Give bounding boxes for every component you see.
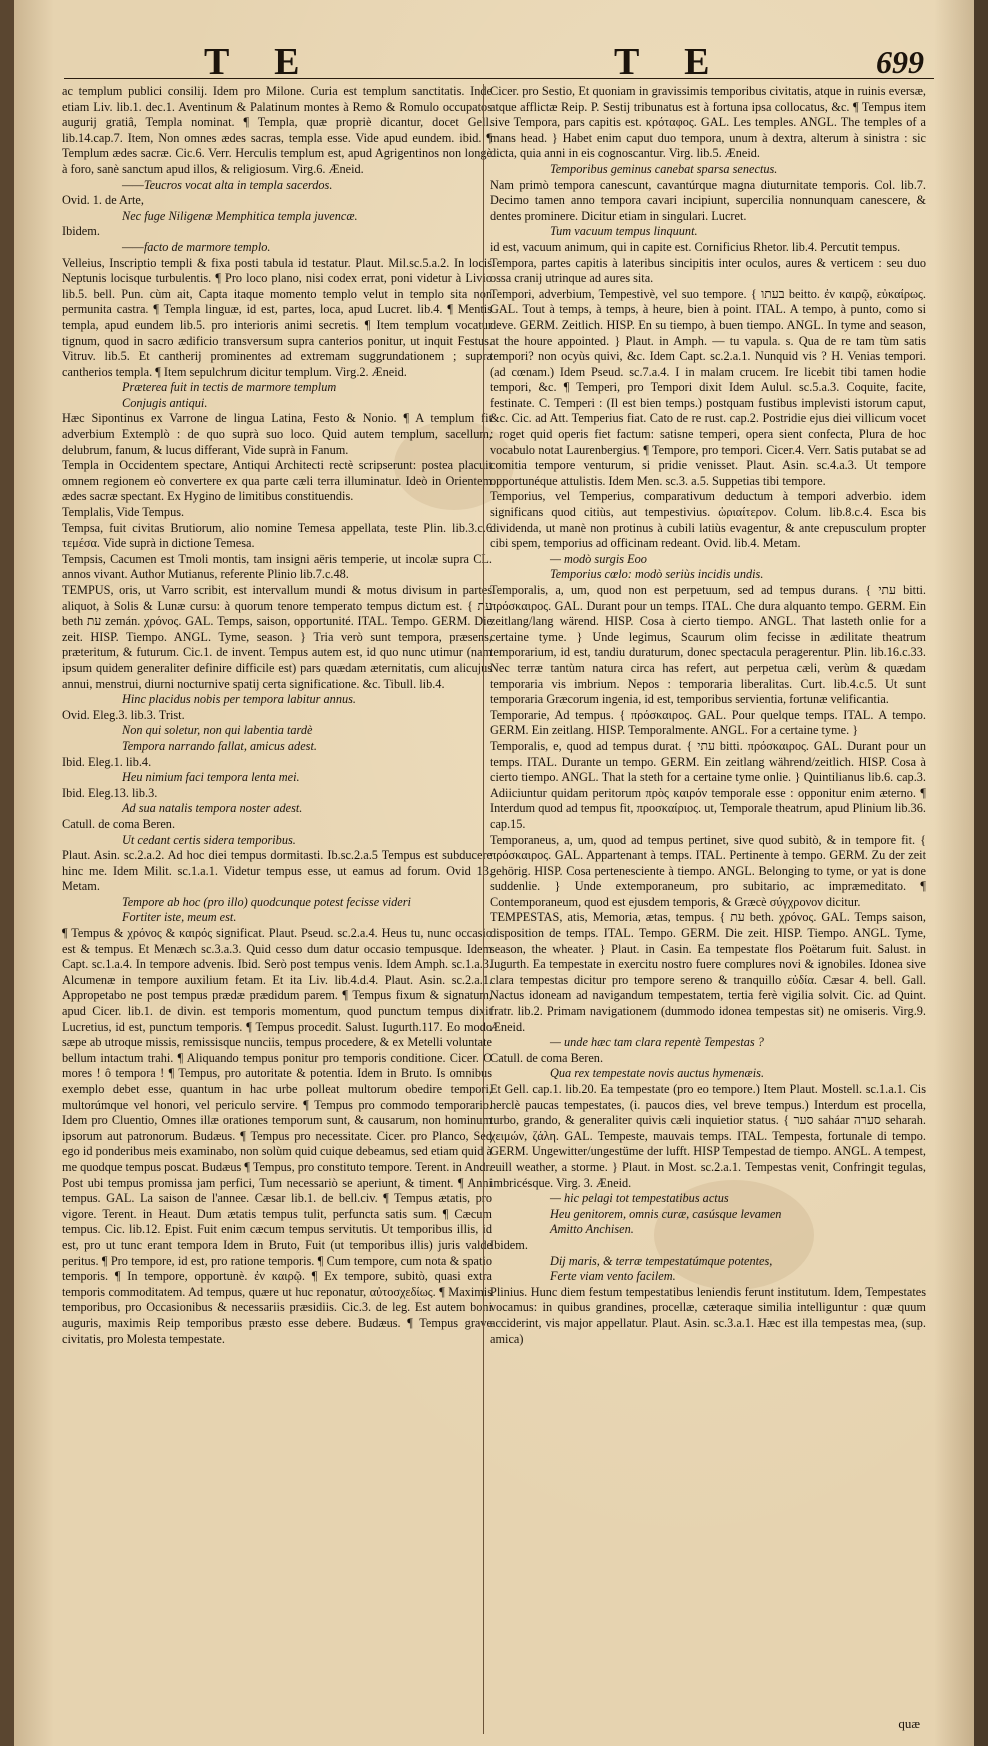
book-edge-right	[974, 0, 988, 1746]
dictionary-entry: TEMPUS, oris, ut Varro scribit, est intervallum mundi & motus divisum in partes aliquot, à Solis & Lunæ cursu: à quorum tenore temperato tempus dictum est. { עת beth עת zemán. χρόνος. GAL. Temps, saison, opportunité. ITAL. Tempo. GERM. Die zeit. HISP. Tiempo. ANGL. Tyme, season. } Tria verò sunt tempora, præsens, præteritum, & futurum. Cic.1. de invent. Tempus autem est, id quo nunc utimur (nam ipsum quidem generaliter definire difficile est) pars quædam æternitatis, cum alicujus annui, menstrui, diurni nocturnive spatij certa significatione. &c. Tibull. lib.4.	[62, 583, 492, 691]
dictionary-entry: Et Gell. cap.1. lib.20. Ea tempestate (pro eo tempore.) Item Plaut. Mostell. sc.1.a.1. Cis herclè paucas tempestates, (i. paucos dies, vel breve tempus.) Interdum est procella, turbo, grando, & generaliter quivis cæli inquietior status. { סער saháar סערה seharah. χειμών, ζάλη. GAL. Tempeste, mauvais temps. ITAL. Tempesta, fortunale di tempo. GERM. Ungewitter/ungestüme der lufft. HISP Tempestad de tiempo. ANGL. A tempest, euill weather, a storme. } Plaut. in Most. sc.2.a.1. Tempestas venit, Confringit tegulas, imbricésque. Virg. 3. Æneid.	[490, 1082, 926, 1190]
dictionary-entry: Plaut. Asin. sc.2.a.2. Ad hoc diei tempus dormitasti. Ib.sc.2.a.5 Tempus est subducere hinc me. Idem Milit. sc.1.a.1. Videtur tempus esse, ut eamus ad forum. Ovid 13. Metam.	[62, 848, 492, 894]
headword-right: T E	[614, 41, 728, 83]
verse-quotation: Temporius cœlo: modò seriùs incidis undis.	[550, 567, 764, 582]
dictionary-entry: Cicer. pro Sestio, Et quoniam in gravissimis temporibus civitatis, atque in ruinis eversæ, atque afflictæ Reip. P. Sestij tribunatus est à fortuna ipsa collocatus, &c. ¶ Tempus item sive Tempora, pars capitis est. κρόταφος. GAL. Les temples. ANGL. The temples of a mans head. } Habet enim caput duo tempora, unum à dextra, alterum à sinistra : sic dicta, quia anni in eis cognoscantur. Virg. lib.5. Æneid.	[490, 84, 926, 161]
dictionary-entry: Tempsis, Cacumen est Tmoli montis, tam insigni aëris temperie, ut incolæ supra CL. annos vivant. Author Mutianus, referente Plinio lib.7.c.48.	[62, 551, 492, 582]
dictionary-entry: Tempsa, fuit civitas Brutiorum, alio nomine Temesa appellata, teste Plin. lib.3.c.6 τεμέσα. Vide suprà in dictione Temesa.	[62, 520, 492, 551]
dictionary-entry: TEMPESTAS, atis, Memoria, ætas, tempus. { עת beth. χρόνος. GAL. Temps saison, disposition de temps. ITAL. Tempo. GERM. Die zeit. HISP. Tiempo. ANGL. Tyme, season, the wheater. } Plaut. in Casin. Ea tempestate flos Poëtarum fuit. Salust. in Iugurth. Ea tempestate in exercitu nostro fuere complures novi & ignobiles. Idonea sive clara tempestas dicitur pro tempore sereno & tranquillo εὐδία. Cæsar 4. bell. Gall. Nactus idoneam ad navigandum tempestatem, tertia ferè vigilia solvit. Cic. ad Quint. fratr. lib.2. Primam navigationem (dummodo idonea tempestas sit) ne omiseris. Virg.9. Æneid.	[490, 910, 926, 1034]
verse-quotation: — modò surgis Eoo	[550, 551, 647, 566]
dictionary-entry: Temporarie, Ad tempus. { πρόσκαιρος. GAL. Pour quelque temps. ITAL. A tempo. GERM. Ein zeitlang. HISP. Temporalmente. ANGL. For a certaine tyme. }	[490, 707, 926, 738]
dictionary-entry: Templa in Occidentem spectare, Antiqui Architecti rectè scripserunt: postea placuit omnem regionem eò convertere ex qua parte cæli terra illuminatur. Ideò in Orientem ædes sacræ spectant. Ex Hygino de limitibus constituendis.	[62, 458, 492, 504]
verse-quotation: Tempora narrando fallat, amicus adest.	[122, 738, 317, 753]
dictionary-entry: Temporalis, e, quod ad tempus durat. { עתי bitti. πρόσκαιρος. GAL. Durant pour un temps. ITAL. Durante un tempo. GERM. Ein zeitlang während/zeitlich. HISP. Cosa à cierto tiempo. ANGL. That la steth for a certaine tyme onlie. } Quintilianus lib.6. cap.3. Adiiciuntur quidam peritorum πρὸς καιρόν temporale esse : opponitur enim æterno. ¶ Interdum quod ad tempus fit, προσκαίριος. ut, Temporale theatrum, apud Plinium lib.36. cap.15.	[490, 738, 926, 831]
dictionary-entry: Tempori, adverbium, Tempestivè, vel suo tempore. { בעתו beitto. ἐν καιρῷ, εὐκαίρως. GAL. Tout à temps, à temps, à heure, bien à point. ITAL. A tempo, à punto, como si deve. GERM. Zeitlich. HISP. En su tiempo, à buen tiempo. ANGL. In tyme and season, at the houre appointed. } Plaut. in Amph. — tu vapula. s. Qua de re tam tùm satis tempori? non ocyùs quivi, &c. Idem Capt. sc.2.a.1. Nunquid vis ? H. Venias tempori. (ad cœnam.) Idem Pseud. sc.7.a.4. I in malam crucem. Ire licebit tibi tamen hodie tempori, &c. ¶ Temperi, pro Tempori dixit Idem Aulul. sc.5.a.3. Coquite, facite, festinate. C. Temperi : (Il est bien temps.) postquam fustibus implevisti istorum caput, &c. Cic. ad Att. Temperius fiat. Cato de re rust. cap.2. Postridie ejus diei villicum vocet : roget quid operis fiet factum: satisne temperi, opera sient confecta, Plura de hoc vocabulo notat Laurenbergius. ¶ Tempore, pro tempori. Cicer.4. Verr. Satis putabat se ad comitia tempore venturum, si pridie venisset. Plaut. Asin. sc.4.a.3. Ut tempore opportunéque attulistis. Idem Men. sc.3. a.5. Suppetias tibi tempore.	[490, 286, 926, 488]
running-header	[14, 40, 974, 83]
dictionary-entry: Ovid. Eleg.3. lib.3. Trist.	[62, 707, 185, 722]
verse-quotation: ——facto de marmore templo.	[122, 239, 271, 254]
dictionary-entry: Plinius. Hunc diem festum tempestatibus leniendis ferunt institutum. Idem, Tempestates vocamus: in quibus grandines, procellæ, cæteraque similia intelliguntur : quæ quum acciderint, vis major appellatur. Plaut. Asin. sc.3.a.1. Hæc est illa tempestas mea, (sup. amica)	[490, 1284, 926, 1346]
verse-quotation: Non qui soletur, non qui labentia tardè	[122, 723, 313, 738]
left-column	[62, 84, 492, 1734]
verse-quotation: Conjugis antiqui.	[122, 395, 208, 410]
dictionary-entry: Ibidem.	[490, 1237, 528, 1252]
verse-quotation: Ut cedant certis sidera temporibus.	[122, 832, 296, 847]
verse-quotation: Heu genitorem, omnis curæ, casúsque levamen	[550, 1206, 782, 1221]
verse-quotation: — unde hæc tam clara repentè Tempestas ?	[550, 1035, 764, 1050]
verse-quotation: Nec fuge Niligenæ Memphitica templa juvencæ.	[122, 208, 358, 223]
dictionary-entry: Catull. de coma Beren.	[62, 816, 176, 831]
dictionary-entry: Ovid. 1. de Arte,	[62, 193, 144, 208]
dictionary-entry: Templalis, Vide Tempus.	[62, 505, 185, 520]
dictionary-entry: Ibid. Eleg.1. lib.4.	[62, 754, 152, 769]
verse-quotation: Temporibus geminus canebat sparsa senectus.	[550, 161, 778, 176]
dictionary-entry: ¶ Tempus & χρόνος & καιρός significat. Plaut. Pseud. sc.2.a.4. Heus tu, nunc occasio est & tempus. Et Menæch sc.3.a.3. Quid cesso dum datur occasio tempusque. Idem Capt. sc.1.a.4. In tempore advenis. Ibid. Serò post tempus venis. Idem Amph. sc.1.a.3. Alcumenæ in tempore auxilium fetam. Et ita Liv. lib.4.d.4. Plaut. Asin. sc.2.a.1. Appropetabo ne post tempus prædæ prædidum parem. ¶ Tempus fixum & signatum, apud Cicer. lib.1. de divin. est temporis momentum, quod punctum tempus dixit Lucretius, id est, punctum temporis. ¶ Tempus procedit. Salust. Iugurth.117. Eo modo sæpe ab utroque missis, remissisque nunciis, tempus procedere, & ex Metelli voluntate bellum intactum trahi. ¶ Aliquando tempus ponitur pro temporis conditione. Cicer. O mores ! ô tempora ! ¶ Tempus, pro autoritate & potentia. Idem in Bruto. Is omnibus exemplo debet esse, quantum in hac urbe polleat multorum obedire tempori, multorúmque vel honori, vel periculo servire. ¶ Tempus pro commodo temporario. Idem pro Cluentio, Omnes illæ orationes temporum sunt, & causarum, non hominum ipsorum aut patronorum. Budæus. ¶ Tempus pro necessitate. Cicer. pro Planco, Sed ego id ponderibus meis examinabo, non solùm quid cuique debeamus, sed etiam quid à me quodque tempus poscat. Budæus ¶ Tempus, pro constituto tempore. Terent. in Andr. Post ubi tempus promissa jam perfici, Tum necessariò se aperiunt, & timent. ¶ Anni tempus. GAL. La saison de l'annee. Cæsar lib.1. de bell.civ. ¶ Tempus ætatis, pro vigore. Terent. in Heaut. Dum ætatis tempus tulit, perfuncta satis sum. ¶ Cæcum tempus. Cic. lib.12. Epist. Fuit enim cæcum tempus servitutis. Ut temporibus illis, id est, pro ut tunc erant tempora Idem in Bruto, Fuit (ut temporibus illis) juris valde peritus. ¶ Pro tempore, id est, pro ratione temporis. ¶ Cum tempore, cum nota & spatio temporis. ¶ In tempore, opportunè. ἐν καιρῷ. ¶ Ex tempore, subitò, quasi extra temporis commoditatem. Ad tempus, quære ut huc reponatur, αὐτοσχεδίως. ¶ Maximis temporibus, pro Occasionibus & necessariis præsidiis. Cic.3. de leg. Est autem boni auguris, maximis Reip temporibus præsto esse debere. Budæus. ¶ Tempus grave civitatis, pro Molesta tempestate.	[62, 926, 492, 1346]
verse-quotation: Hinc placidus nobis per tempora labitur annus.	[122, 692, 356, 707]
dictionary-entry: Temporaneus, a, um, quod ad tempus pertinet, sive quod subitò, & in tempore fit. { πρόσκαιρος. GAL. Appartenant à temps. ITAL. Pertinente à tempo. GERM. Zu der zeit gehörig. HISP. Cosa pertenesciente à tiempo. ANGL. Belonging to tyme, or yat is done suddenlie. } Unde extemporaneum, pro subitario, ac impræmeditato. ¶ Contemporaneum, quod est ejusdem temporis, & Græcè σύγχρονον dicitur.	[490, 832, 926, 909]
verse-quotation: Qua rex tempestate novis auctus hymenæis.	[550, 1066, 765, 1081]
dictionary-entry: Ibid. Eleg.13. lib.3.	[62, 785, 158, 800]
dictionary-entry: Ibidem.	[62, 224, 100, 239]
book-edge-left	[0, 0, 14, 1746]
verse-quotation: Fortiter iste, meum est.	[122, 910, 237, 925]
dictionary-entry: Nam primò tempora canescunt, cavantúrque magna diuturnitate temporis. Col. lib.7. Decimo tamen anno tempora cavari incipiunt, supercilia nonnunquam canescere, & dentes prominere. Dicitur etiam in singulari. Lucret.	[490, 177, 926, 223]
headword-left: T E	[204, 41, 318, 83]
dictionary-entry: Tempora, partes capitis à lateribus sincipitis inter oculos, aures & verticem : seu duo ossa cranij utrinque ad aures sita.	[490, 255, 926, 286]
verse-quotation: Amitto Anchisen.	[550, 1222, 634, 1237]
dictionary-entry: Temporalis, a, um, quod non est perpetuum, sed ad tempus durans. { עתי bitti. πρόσκαιρος. GAL. Durant pour un temps. ITAL. Che dura alquanto tempo. GERM. Ein zeitlang/lang wärend. HISP. Cosa à cierto tiempo. ANGL. That lasteth onlie for a certaine tyme. } Unde legimus, Scaurum olim fecisse in ædilitate theatrum temporarium, id est, tandiu duraturum, donec spectacula peragerentur. Plin. lib.16.c.33. Nec terræ tantùm natura circa has refert, aut perpetua cæli, verùm & quædam temporaria vis imbrium. Nepos : temporaria liberalitas. Curt. lib.4.c.5. Ut sunt temporaria Græcorum ingenia, id est, temporibus servientia, fortunæ velificantia.	[490, 583, 926, 707]
verse-quotation: Tum vacuum tempus linquunt.	[550, 224, 698, 239]
dictionary-page	[14, 0, 974, 1746]
column-divider	[483, 84, 484, 1734]
dictionary-entry: Hæc Sipontinus ex Varrone de lingua Latina, Festo & Nonio. ¶ A templum fit adverbium Extemplò : de quo suprà suo loco. Quid autem templum, sacellum, delubrum, fanum, & lucus differant, Vide suprà in Fanum.	[62, 411, 492, 457]
header-rule	[64, 78, 934, 79]
dictionary-entry: Temporius, vel Temperius, comparativum deductum à tempori adverbio. idem significans quod citiùs, aut tempestivius. ὡριαίτερον. Colum. lib.8.c.4. Esca bis dividenda, ut manè non protinus à cubili latiùs evagentur, & ante crepusculum propter cibi spem, temporius ad officinam redeant. Ovid. lib.4. Metam.	[490, 489, 926, 551]
right-column	[490, 84, 926, 1734]
page-number: 699	[876, 44, 924, 80]
dictionary-entry: Catull. de coma Beren.	[490, 1050, 604, 1065]
verse-quotation: Dij maris, & terræ tempestatúmque potentes,	[550, 1253, 773, 1268]
verse-quotation: Ad sua natalis tempora noster adest.	[122, 801, 303, 816]
verse-quotation: Heu nimium faci tempora lenta mei.	[122, 770, 300, 785]
verse-quotation: Ferte viam vento facilem.	[550, 1269, 676, 1284]
verse-quotation: Tempore ab hoc (pro illo) quodcunque potest fecisse videri	[122, 894, 411, 909]
verse-quotation: ——Teucros vocat alta in templa sacerdos.	[122, 177, 333, 192]
dictionary-entry: id est, vacuum animum, qui in capite est. Cornificius Rhetor. lib.4. Percutit tempus.	[490, 239, 901, 254]
dictionary-entry: Velleius, Inscriptio templi & fixa posti tabula id testatur. Plaut. Mil.sc.5.a.2. In locis Neptunis locisque turbulentis. ¶ Pro loco plano, nisi codex errat, poni videtur à Livio lib.5. bell. Pun. cùm ait, Capta itaque momento templo velut in templo sita non permunita castra. ¶ Templa linguæ, id est, partes, loca, apud Lucret. lib.4. ¶ Mentis templa, apud eundem lib.5. pro interioris animi secretis. ¶ Item templum vocatur tignum, quod in sacro ædificio transversum supra canterios ponitur, ut inquit Festus. Vitruv. lib.5. Et cantherij prominentes ad extremam suggrundationem ; supra cantherios templa. ¶ Item sepulchrum dicitur templum. Virg.2. Æneid.	[62, 255, 492, 379]
verse-quotation: — hic pelagi tot tempestatibus actus	[550, 1191, 729, 1206]
catchword: quæ	[898, 1716, 920, 1731]
dictionary-entry: ac templum publici consilij. Idem pro Milone. Curia est templum sanctitatis. Inde etiam Liv. lib.1. dec.1. Aventinum & Palatinum montes à Remo & Romulo occupatos augurij gratiâ, Templa nominat. ¶ Templa, quæ propriè dicantur, docet Gell. lib.14.cap.7. Item, Non omnes ædes sacras, templa esse. Vide apud eundem. ibid. ¶ Templum ædes sacræ. Cic.6. Verr. Herculis templum est, apud Agrigentinos non longè à foro, sanè sanctum apud illos, & religiosum. Virg.6. Æneid.	[62, 84, 492, 176]
verse-quotation: Præterea fuit in tectis de marmore templum	[122, 380, 337, 395]
